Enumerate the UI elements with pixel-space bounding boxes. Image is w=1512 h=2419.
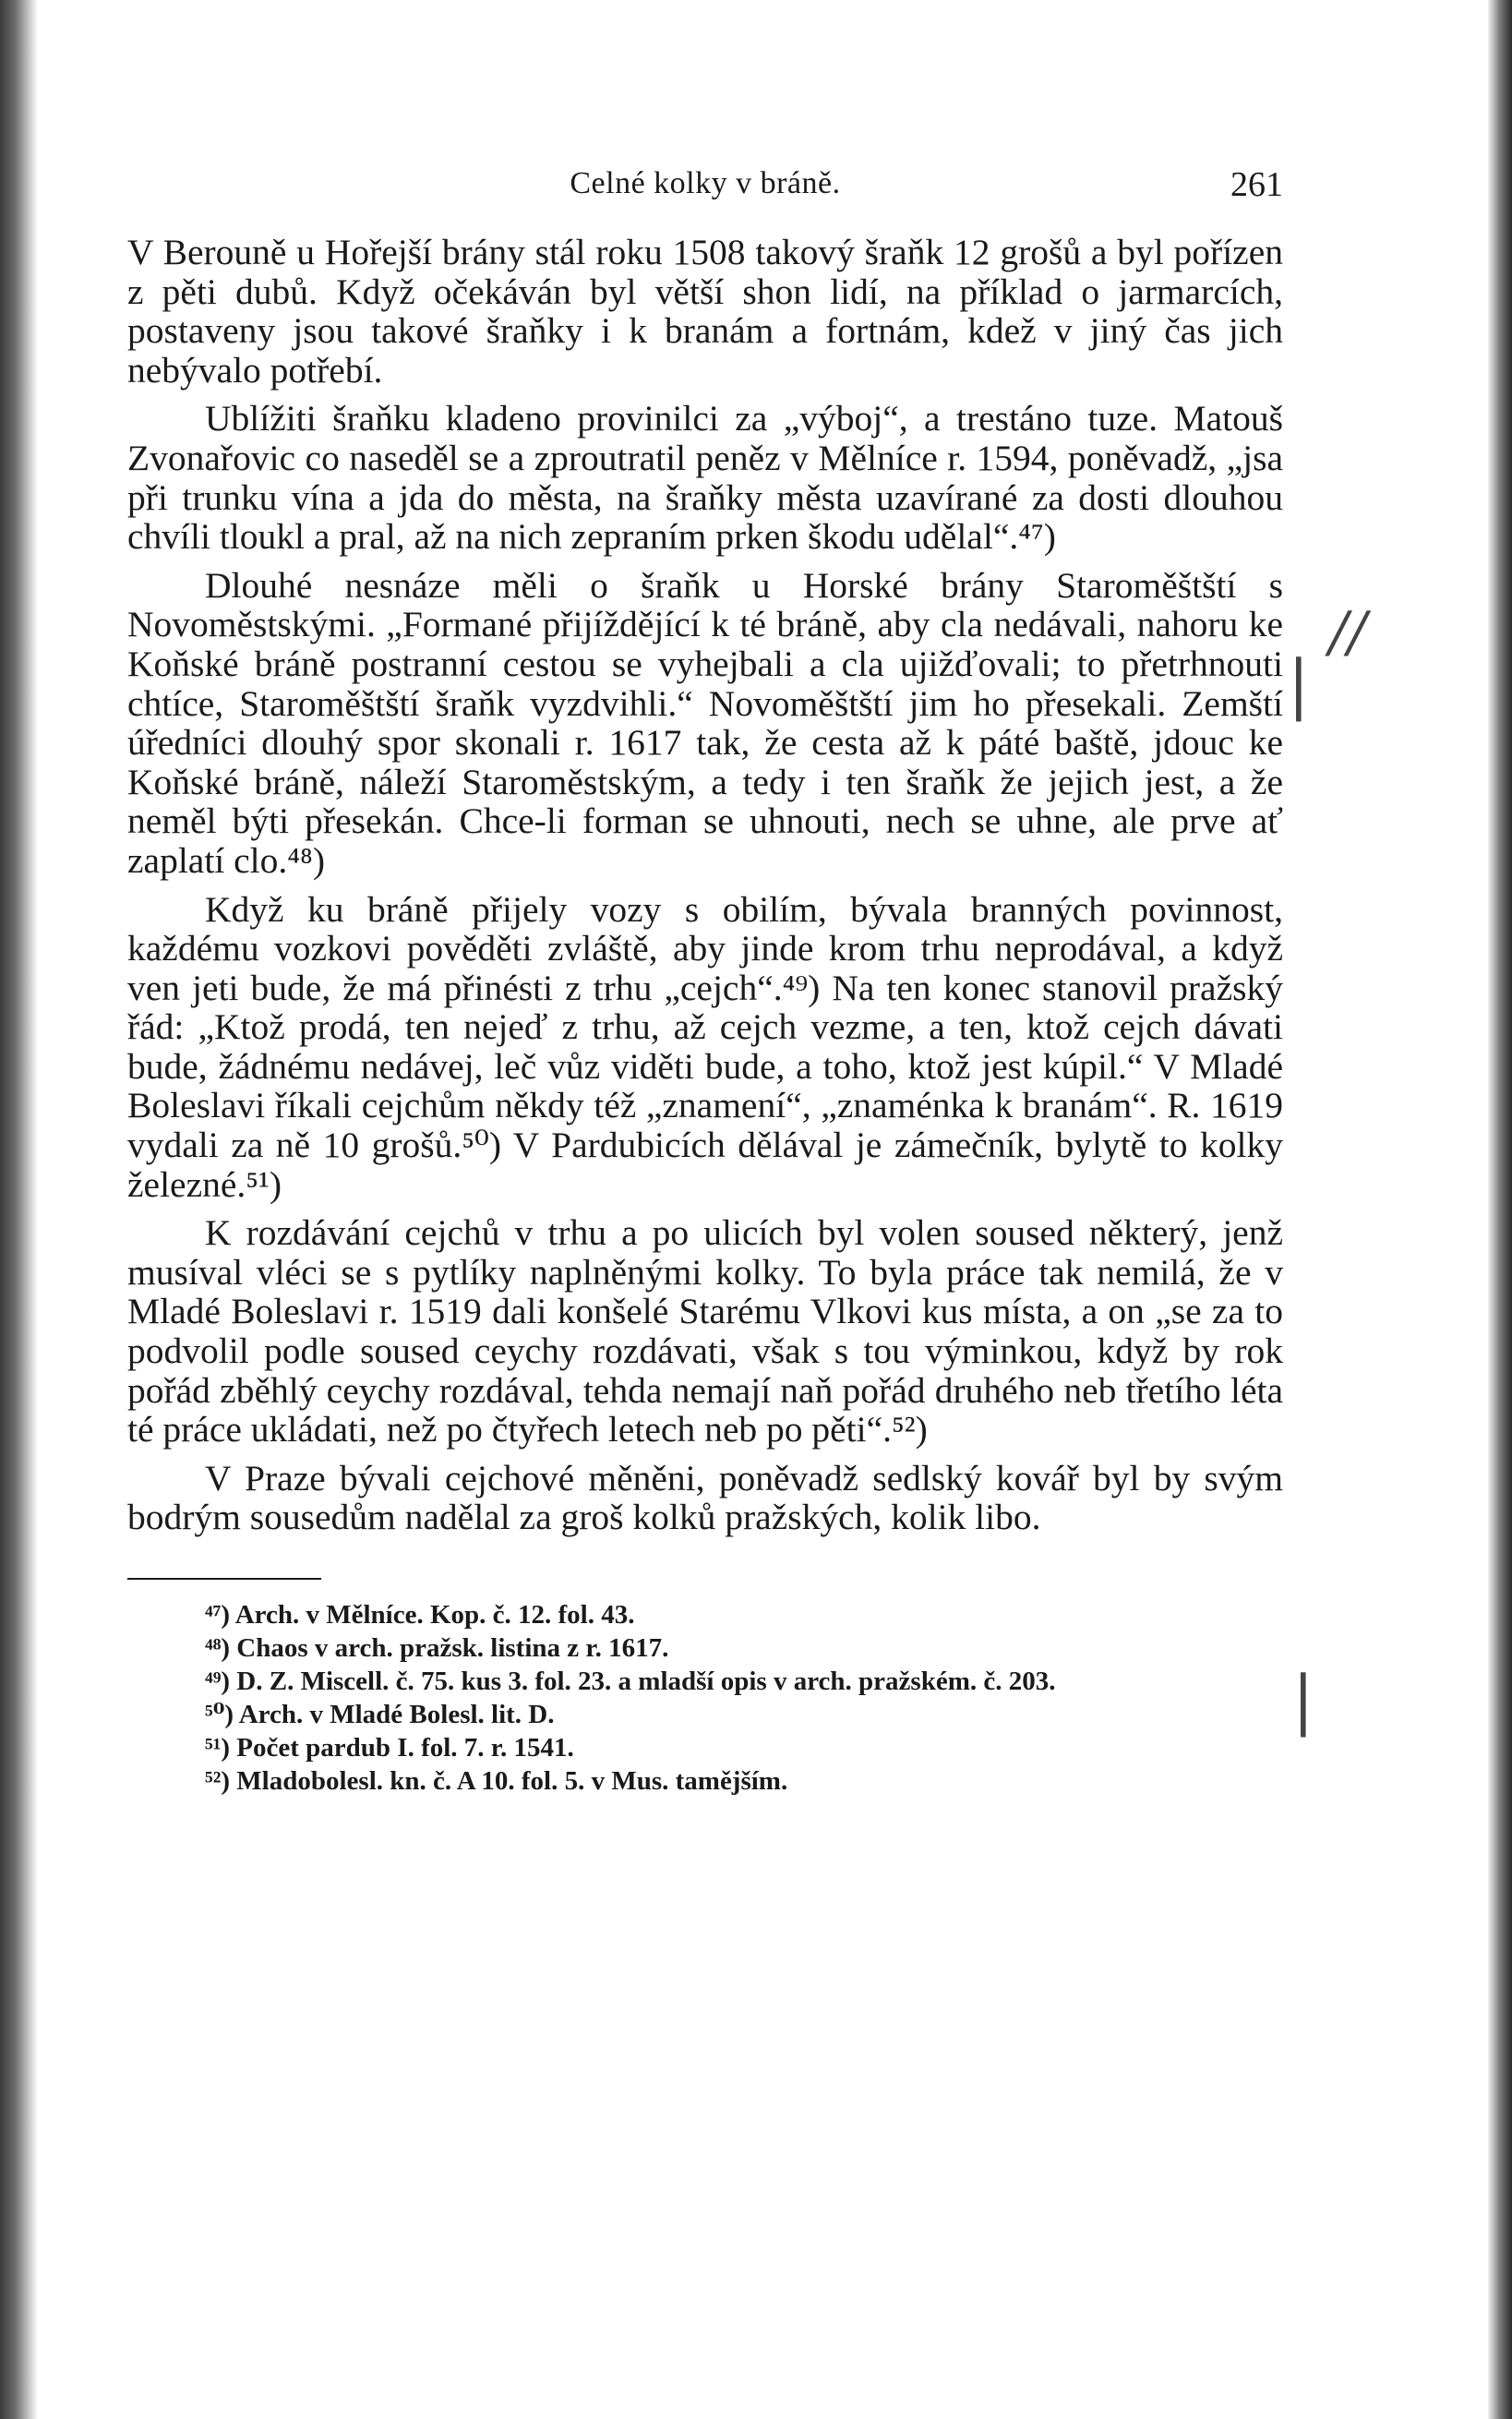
page-number: 261	[1230, 165, 1283, 204]
footnote-rule	[127, 1578, 321, 1580]
footnote: ⁴⁸) Chaos v arch. pražsk. listina z r. 1617.	[205, 1633, 669, 1663]
paragraph: Ublížiti šraňku kladeno provinilci za „výboj“, a trestáno tuze. Matouš Zvonařovic co naseděl se a zproutratil peněz v Mělníce r. 1594, poněvadž, „jsa při trunku vína a jda do města, na šraňky města uzavírané za dosti dlouhou chvíli tloukl a pral, až na nich zepraním prken škodu udělal“.⁴⁷)	[127, 398, 1283, 558]
paragraph: Když ku bráně přijely vozy s obilím, bývala branných povinnost, každému vozkovi pověděti zvláště, aby jinde krom trhu neprodával, a když ven jeti bude, že má přinésti z trhu „cejch“.⁴⁹) Na ten konec stanovil pražský řád: „Ktož prodá, ten nejeď z trhu, až cejch vezme, a ten, ktož cejch dávati bude, žádnému nedávej, leč vůz viděti bude, a toho, ktož jest kúpil.“ V Mladé Boleslavi říkali cejchům někdy též „znamení“, „znaménka k branám“. R. 1619 vydali za ně 10 grošů.⁵⁰) V Pardubicích dělával je zámečník, bylytě to kolky železné.⁵¹)	[127, 888, 1283, 1205]
running-title: Celné kolky v bráně.	[570, 166, 841, 200]
footnote: ⁴⁹) D. Z. Miscell. č. 75. kus 3. fol. 23. a mladší opis v arch. pražském. č. 203.	[205, 1667, 1056, 1696]
paragraph: K rozdávání cejchů v trhu a po ulicích byl volen soused některý, jenž musíval vléci se s pytlíky naplněnými kolky. To byla práce tak nemilá, že v Mladé Boleslavi r. 1519 dali konšelé Starému Vlkovi kus místa, a on „se za to podvolil podle soused ceychy rozdávati, však s tou výminkou, když by rok pořád zběhlý ceychy rozdával, tehda nemají naň pořád druhého neb třetího léta té práce ukládati, než po čtyřech letech neb po pěti“.⁵²)	[127, 1212, 1283, 1450]
margin-mark: //	[1329, 600, 1367, 665]
footnote: ⁵¹) Počet pardub I. fol. 7. r. 1541.	[205, 1733, 574, 1763]
paragraph: Dlouhé nesnáze měli o šraňk u Horské brány Staroměštští s Novoměstskými. „Formané přijíždějící k té bráně, aby cla nedávali, nahoru ke Koňské bráně postranní cestou se vyhejbali a cla ujižďovali; to přetrhnouti chtíce, Staroměštští šraňk vyzdvihli.“ Novoměštští jim ho přesekali. Zemští úředníci dlouhý spor skonali r. 1617 tak, že cesta až k páté baště, jdouc ke Koňské bráně, náleží Staroměstským, a tedy i ten šraňk že jejich jest, a že neměl býti přesekán. Chce-li forman se uhnouti, nech se uhne, ale prve ať zaplatí clo.⁴⁸)	[127, 564, 1283, 881]
footnote: ⁴⁷) Arch. v Mělníce. Kop. č. 12. fol. 43.	[205, 1600, 635, 1630]
paragraph: V Praze bývali cejchové měněni, poněvadž sedlský kovář byl by svým bodrým sousedům nadělal za groš kolků pražských, kolik libo.	[127, 1457, 1283, 1538]
scan-left-edge	[0, 0, 37, 2419]
book-page	[127, 157, 1283, 1798]
footnote: ⁵⁰) Arch. v Mladé Bolesl. lit. D.	[205, 1700, 555, 1729]
footnote: ⁵²) Mladobolesl. kn. č. A 10. fol. 5. v Mus. tamějším.	[205, 1766, 788, 1796]
running-head	[127, 157, 1283, 205]
margin-mark: |	[1292, 1662, 1314, 1738]
paragraph: V Berouně u Hořejší brány stál roku 1508 takový šraňk 12 grošů a byl pořízen z pěti dubů. Když očekáván byl větší shon lidí, na příklad o jarmarcích, postaveny jsou takové šraňky i k branám a fortnám, kdež v jiný čas jich nebývalo potřebí.	[127, 232, 1283, 391]
scan-right-edge	[1488, 0, 1512, 2419]
margin-mark: |	[1288, 646, 1310, 722]
